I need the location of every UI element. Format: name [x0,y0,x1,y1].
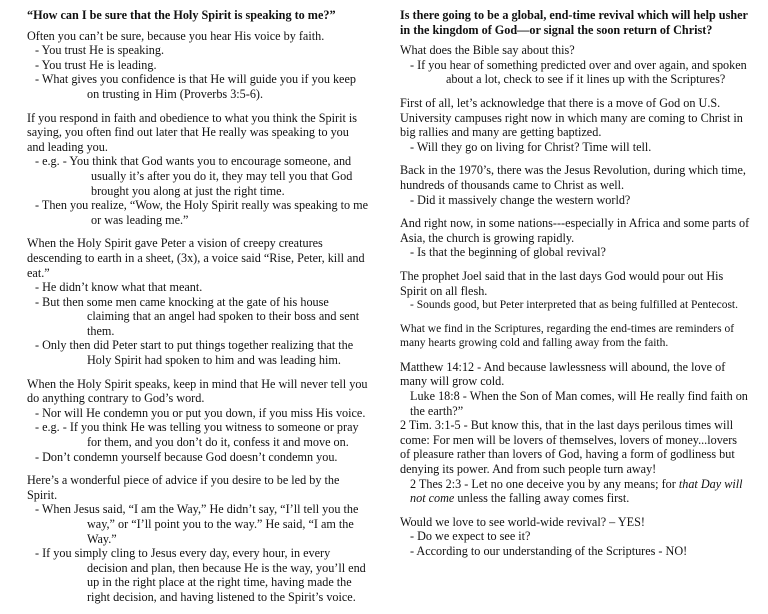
list-item: - Don’t condemn yourself because God doesn’t condemn you. [35,449,338,464]
paragraph-text: Often you can’t be sure, because you hear His voice by faith. [27,28,325,43]
scripture-timothy: 2 Tim. 3:1-5 - But know this, that in the last days perilous times will come: For men will be lovers of themselves, lovers of money...lovers of pleasure rather than lovers of God, having a form of godliness but denying its power. And from such people turn away! [400,418,738,477]
paragraph-text: When the Holy Spirit speaks, keep in mind that He will never tell you do anything contrary to God’s word. [27,376,368,406]
paragraph-text: The prophet Joel said that in the last days God would pour out His Spirit on all flesh. [400,268,724,298]
list-item: - Is that the beginning of global revival? [410,245,606,260]
list-item: - Do we expect to see it? [410,529,531,544]
scripture-thessalonians [400,477,750,506]
left-column [27,8,369,614]
list-item: - You trust He is leading. [35,57,157,72]
list-item: - Only then did Peter start to put things together realizing that the Holy Spirit had spoken to him and was leading him. [35,338,354,368]
paragraph-faith [27,29,369,102]
scripture-text: 2 Thes 2:3 - Let no one deceive you by any means; for [410,476,679,491]
list-item: - If you hear of something predicted over and over again, and spoken about a lot, check to see if it lines up with the Scriptures? [410,57,747,87]
right-title: Is there going to be a global, end-time revival which will help usher in the kingdom of God—or signal the soon return of Christ? [400,8,748,37]
paragraph-text: And right now, in some nations---especially in Africa and some parts of Asia, the church is growing rapidly. [400,216,750,245]
paragraph-text: When the Holy Spirit gave Peter a vision of creepy creatures descending to earth in a sheet, (3x), a voice said “Rise, Peter, kill and eat.” [27,236,365,280]
list-item: - According to our understanding of the Scriptures - NO! [410,544,688,558]
paragraph-peter-vision [27,236,369,367]
paragraph-1970s [400,163,750,207]
scripture-luke: Luke 18:8 - When the Son of Man comes, will He really find faith on the earth?” [410,389,748,418]
scripture-text: unless the falling away comes first. [454,491,630,506]
list-item: - If you simply cling to Jesus every day, every hour, in every decision and plan, then because He is the way, you’ll end up in the right place at the right time, having made the right decision, and having listened to the Spirit’s voice. [35,546,366,604]
list-item: - But then some men came knocking at the gate of his house claiming that an angel had spoken to their boss and sent them. [35,294,360,338]
scripture-emphasis: that Day will not come [410,476,743,506]
paragraph-obedience [27,111,369,228]
scripture-matthew: Matthew 14:12 - And because lawlessness will abound, the love of many will grow cold. [400,359,726,389]
paragraph-bible [400,43,750,87]
paragraph-text: First of all, let’s acknowledge that there is a move of God on U.S. University campuses right now in which many are coming to Christ in big rallies and many are getting baptized. [400,95,743,140]
left-title: “How can I be sure that the Holy Spirit is speaking to me?” [27,8,336,22]
list-item: - What gives you confidence is that He will guide you if you keep on trusting in Him (Proverbs 3:5-6). [35,72,356,101]
paragraph-text: Would we love to see world-wide revival? – YES! [400,514,645,529]
paragraph-gods-word [27,377,369,465]
list-item: - Then you realize, “Wow, the Holy Spirit really was speaking to me or was leading me.” [35,198,369,227]
paragraph-revival [400,515,750,559]
list-item: - You trust He is speaking. [35,43,164,58]
paragraph-scriptures [400,360,750,506]
paragraph-text: What does the Bible say about this? [400,43,575,58]
list-item: - Sounds good, but Peter interpreted that as being fulfilled at Pentecost. [410,299,738,312]
paragraph-text: Here’s a wonderful piece of advice if you desire to be led by the Spirit. [27,473,340,502]
list-item: - When Jesus said, “I am the Way,” He didn’t say, “I’ll tell you the way,” or “I’ll point you to the way.” He said, “I am the Way.” [35,502,359,546]
list-item: - He didn’t know what that meant. [35,280,203,295]
list-item: - e.g. - You think that God wants you to encourage someone, and usually it’s after you do it, they may tell you that God brought you along at just the right time. [35,154,353,198]
paragraph-text: Back in the 1970’s, there was the Jesus Revolution, during which time, hundreds of thousands came to Christ as well. [400,163,746,192]
paragraph-nations [400,216,750,260]
paragraph-end-times: What we find in the Scriptures, regarding the end-times are reminders of many hearts growing cold and falling away from the faith. [400,322,735,350]
paragraph-text: If you respond in faith and obedience to what you think the Spirit is saying, you often find out later that He really was speaking to you and leading you. [27,110,358,154]
paragraph-joel [400,269,750,313]
list-item: - Nor will He condemn you or put you down, if you miss His voice. [35,405,366,420]
paragraph-campuses [400,96,750,154]
paragraph-advice [27,473,369,604]
right-column [400,8,750,568]
list-item: - Will they go on living for Christ? Time will tell. [410,139,652,154]
list-item: - Did it massively change the western world? [410,192,631,207]
list-item: - e.g. - If you think He was telling you witness to someone or pray for them, and you don’t do it, confess it and move on. [35,420,359,450]
